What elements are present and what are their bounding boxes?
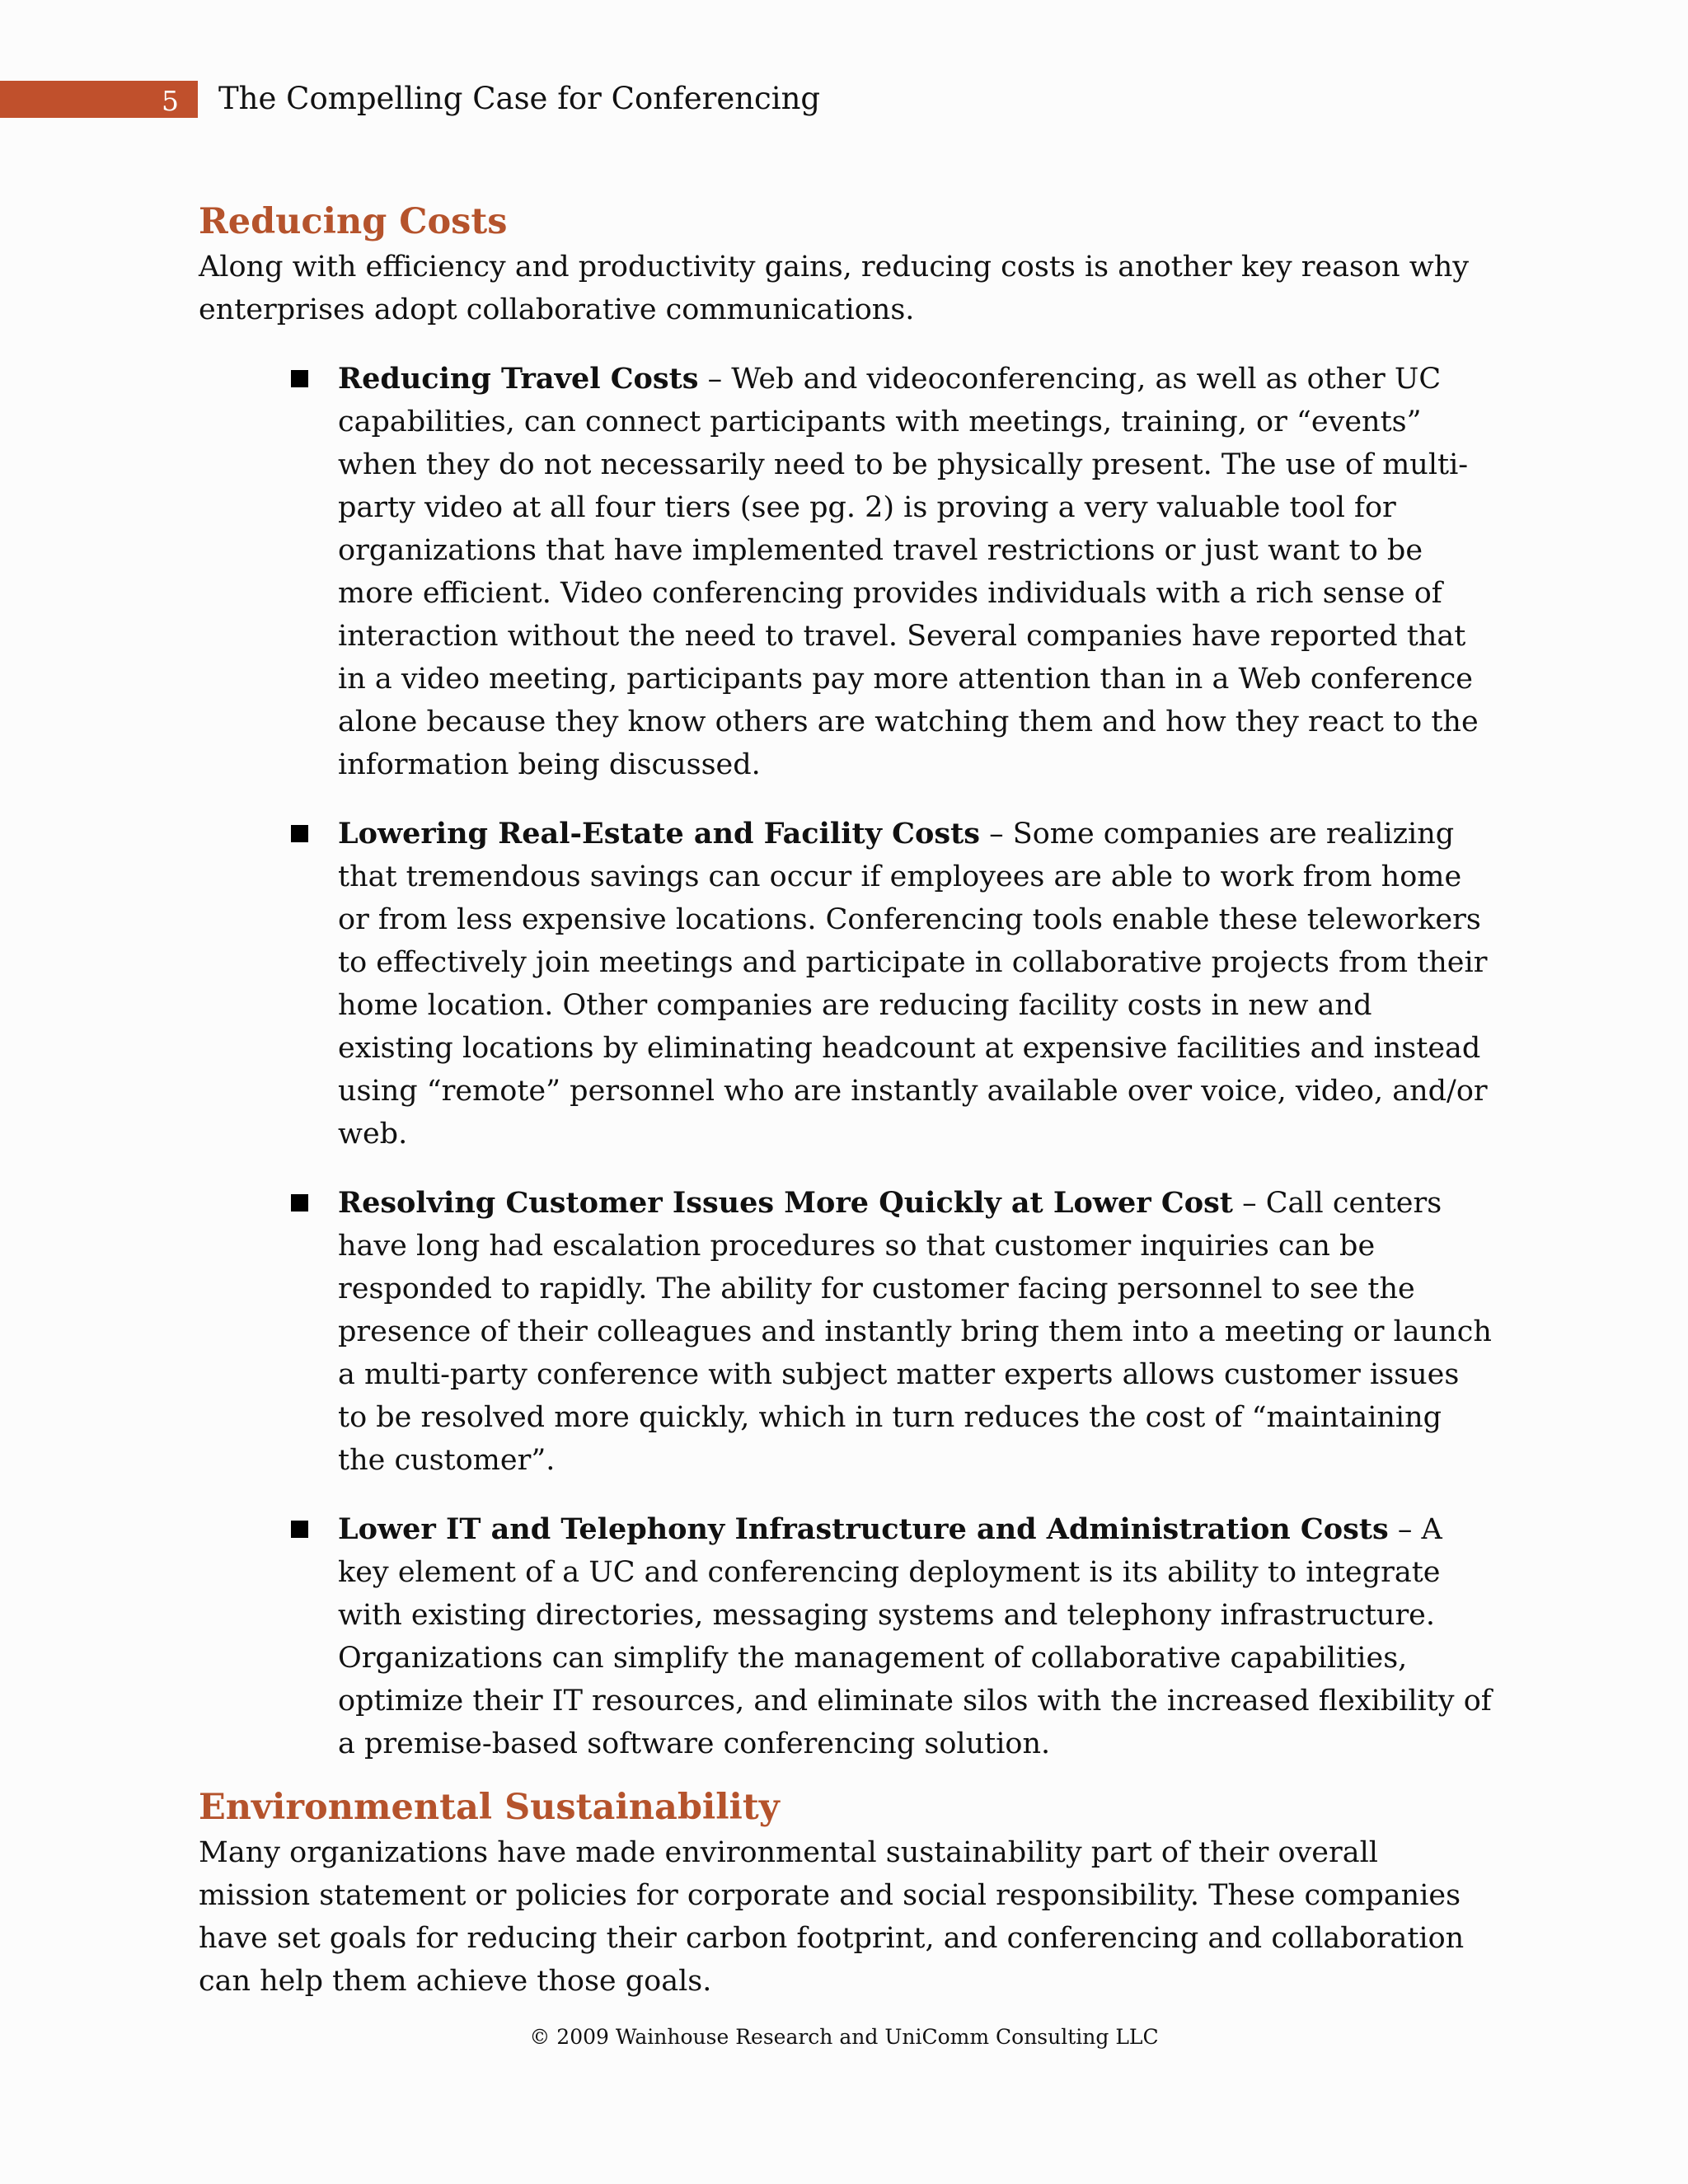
header-title: The Compelling Case for Conferencing xyxy=(218,81,821,116)
section-heading-reducing-costs: Reducing Costs xyxy=(199,201,508,242)
bullet-lead: Reducing Travel Costs xyxy=(338,362,699,396)
page-content xyxy=(199,198,1493,2003)
bullet-item-facility-costs xyxy=(338,813,1493,1155)
bullet-text: – Call centers have long had escalation procedures so that customer inquiries can be responded to rapidly. The ability for customer facing personnel to see the presence of their colleagues and instantly bring them into a meeting or launch a multi-party conference with subject matter experts allows customer issues to be resolved more quickly, which in turn reduces the cost of “maintaining the customer”. xyxy=(338,1187,1492,1477)
bullet-item-it-telephony-costs xyxy=(338,1508,1493,1765)
section-intro-reducing-costs: Along with efficiency and productivity gains, reducing costs is another key reason why enterprises adopt collaborative communications. xyxy=(199,251,1470,326)
bullet-lead: Lower IT and Telephony Infrastructure and Administration Costs xyxy=(338,1512,1389,1546)
square-bullet-icon xyxy=(291,825,308,842)
section-intro-environmental-sustainability: Many organizations have made environmental sustainability part of their overall mission statement or policies for corporate and social responsibility. These companies have set goals for reducing their carbon footprint, and conferencing and collaboration can help them achieve those goals. xyxy=(199,1836,1465,1998)
square-bullet-icon xyxy=(291,370,308,387)
square-bullet-icon xyxy=(291,1521,308,1538)
reducing-costs-bullet-list xyxy=(199,358,1493,1765)
bullet-lead: Resolving Customer Issues More Quickly at Lower Cost xyxy=(338,1186,1233,1220)
bullet-item-customer-issues xyxy=(338,1182,1493,1482)
bullet-text: – A key element of a UC and conferencing deployment is its ability to integrate with existing directories, messaging systems and telephony infrastructure. Organizations can simplify the management of collaborative capabilities, optimize their IT resources, and eliminate silos with the increased flexibility of a premise-based software conferencing solution. xyxy=(338,1513,1492,1760)
section-heading-environmental-sustainability: Environmental Sustainability xyxy=(199,1787,780,1828)
bullet-text: – Some companies are realizing that tremendous savings can occur if employees are able to work from home or from less expensive locations. Conferencing tools enable these teleworkers to effectively join meetings and participate in collaborative projects from their home location. Other companies are reducing facility costs in new and existing locations by eliminating headcount at expensive facilities and instead using “remote” personnel who are instantly available over voice, video, and/or web. xyxy=(338,818,1488,1151)
bullet-item-travel-costs xyxy=(338,358,1493,786)
square-bullet-icon xyxy=(291,1194,308,1212)
page-number: 5 xyxy=(162,85,179,117)
bullet-text: – Web and videoconferencing, as well as other UC capabilities, can connect participants with meetings, training, or “events” when they do not necessarily need to be physically present. The use of multi-party video at all four tiers (see pg. 2) is proving a very valuable tool for organizations that have implemented travel restrictions or just want to be more efficient. Video conferencing provides individuals with a rich sense of interaction without the need to travel. Several companies have reported that in a video meeting, participants pay more attention than in a Web conference alone because they know others are watching them and how they react to the information being discussed. xyxy=(338,363,1479,781)
footer-copyright: © 2009 Wainhouse Research and UniComm Consulting LLC xyxy=(529,2025,1159,2049)
bullet-lead: Lowering Real-Estate and Facility Costs xyxy=(338,817,980,851)
